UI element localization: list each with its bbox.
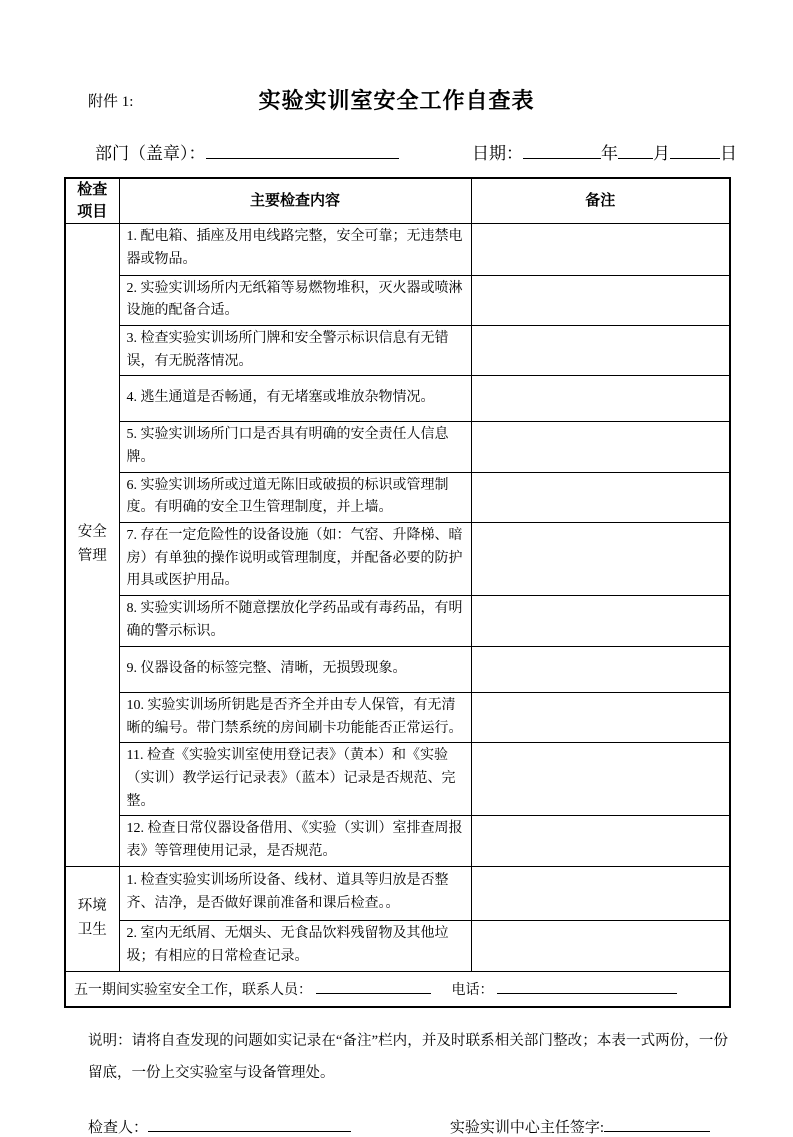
director-signature-label: 实验实训中心主任签字: (449, 1119, 604, 1136)
inspection-table (64, 177, 731, 1008)
signature-line (88, 1116, 710, 1137)
table-row (65, 743, 730, 816)
column-header-category: 检查 项目 (65, 178, 119, 223)
remark-cell (471, 816, 730, 866)
remark-cell (471, 595, 730, 646)
check-item-text: 8. 实验实训场所不随意摆放化学药品或有毒药品，有明确的警示标识。 (119, 595, 471, 646)
contact-row (65, 971, 730, 1007)
date-label: 日期： (472, 144, 523, 163)
table-row (65, 422, 730, 472)
table-header-row (65, 178, 730, 223)
check-item-text: 11. 检查《实验实训室使用登记表》（黄本）和《实验（实训）教学运行记录表》（蓝本）记录是否规范、完整。 (119, 743, 471, 816)
check-item-text: 1. 配电箱、插座及用电线路完整，安全可靠；无违禁电器或物品。 (119, 223, 471, 275)
year-label: 年 (601, 144, 618, 163)
remark-cell (471, 472, 730, 522)
director-fill-line (604, 1117, 710, 1132)
attachment-label: 附件 1: (88, 94, 134, 110)
phone-label: 电话： (451, 982, 494, 998)
table-row (65, 376, 730, 422)
check-item-text: 2. 实验实训场所内无纸箱等易燃物堆积，灭火器或喷淋设施的配备合适。 (119, 275, 471, 325)
page-title: 实验实训室安全工作自查表 (258, 88, 535, 113)
department-label: 部门（盖章）： (95, 144, 206, 163)
table-row (65, 646, 730, 692)
check-item-text: 12. 检查日常仪器设备借用、《实验（实训）室排查周报表》等管理使用记录，是否规范。 (119, 816, 471, 866)
remark-cell (471, 376, 730, 422)
table-row (65, 920, 730, 971)
check-item-text: 2. 室内无纸屑、无烟头、无食品饮料残留物及其他垃圾；有相应的日常检查记录。 (119, 920, 471, 971)
contact-prefix: 五一期间实验室安全工作，联系人员： (74, 982, 312, 998)
table-row (65, 472, 730, 522)
table-row (65, 692, 730, 742)
check-item-text: 10. 实验实训场所钥匙是否齐全并由专人保管，有无清晰的编号。带门禁系统的房间刷卡功能能否正常运行。 (119, 692, 471, 742)
table-row (65, 522, 730, 595)
remark-cell (471, 646, 730, 692)
column-header-remark: 备注 (471, 178, 730, 223)
check-item-text: 6. 实验实训场所或过道无陈旧或破损的标识或管理制度。有明确的安全卫生管理制度，并上墙。 (119, 472, 471, 522)
date-group (472, 139, 737, 164)
section-label-safety: 安全 管理 (65, 223, 119, 866)
table-row (65, 866, 730, 920)
check-item-text: 9. 仪器设备的标签完整、清晰，无损毁现象。 (119, 646, 471, 692)
check-item-text: 3. 检查实验实训场所门牌和安全警示标识信息有无错误，有无脱落情况。 (119, 325, 471, 375)
check-item-text: 5. 实验实训场所门口是否具有明确的安全责任人信息牌。 (119, 422, 471, 472)
department-group (95, 139, 399, 164)
contact-name-fill-line (316, 980, 431, 994)
check-item-text: 1. 检查实验实训场所设备、线材、道具等归放是否整齐、洁净，是否做好课前准备和课后检查。。 (119, 866, 471, 920)
month-label: 月 (653, 144, 670, 163)
director-group (450, 1116, 710, 1137)
remark-cell (471, 422, 730, 472)
remark-cell (471, 325, 730, 375)
inspector-label: 检查人： (88, 1119, 149, 1136)
remark-cell (471, 275, 730, 325)
department-fill-line (206, 142, 399, 159)
phone-fill-line (497, 980, 677, 994)
remark-cell (471, 920, 730, 971)
instructions-note: 说明：请将自查发现的问题如实记录在“备注”栏内，并及时联系相关部门整改；本表一式两份，一份留底，一份上交实验室与设备管理处。 (88, 1033, 728, 1081)
date-day-fill-line (670, 142, 720, 159)
remark-cell (471, 692, 730, 742)
contact-cell (65, 971, 730, 1007)
table-row (65, 325, 730, 375)
table-row (65, 595, 730, 646)
check-item-text: 7. 存在一定危险性的设备设施（如：气窑、升降梯、暗房）有单独的操作说明或管理制度，并配备必要的防护用具或医护用品。 (119, 522, 471, 595)
date-year-fill-line (523, 142, 601, 159)
check-item-text: 4. 逃生通道是否畅通，有无堵塞或堆放杂物情况。 (119, 376, 471, 422)
form-header-line (95, 139, 737, 164)
table-row (65, 223, 730, 275)
table-row (65, 816, 730, 866)
remark-cell (471, 866, 730, 920)
day-label: 日 (720, 144, 737, 163)
remark-cell (471, 223, 730, 275)
remark-cell (471, 522, 730, 595)
inspector-group (88, 1116, 351, 1137)
table-row (65, 275, 730, 325)
remark-cell (471, 743, 730, 816)
column-header-content: 主要检查内容 (119, 178, 471, 223)
date-month-fill-line (618, 142, 653, 159)
section-label-environment: 环境 卫生 (65, 866, 119, 971)
inspector-fill-line (148, 1117, 351, 1132)
